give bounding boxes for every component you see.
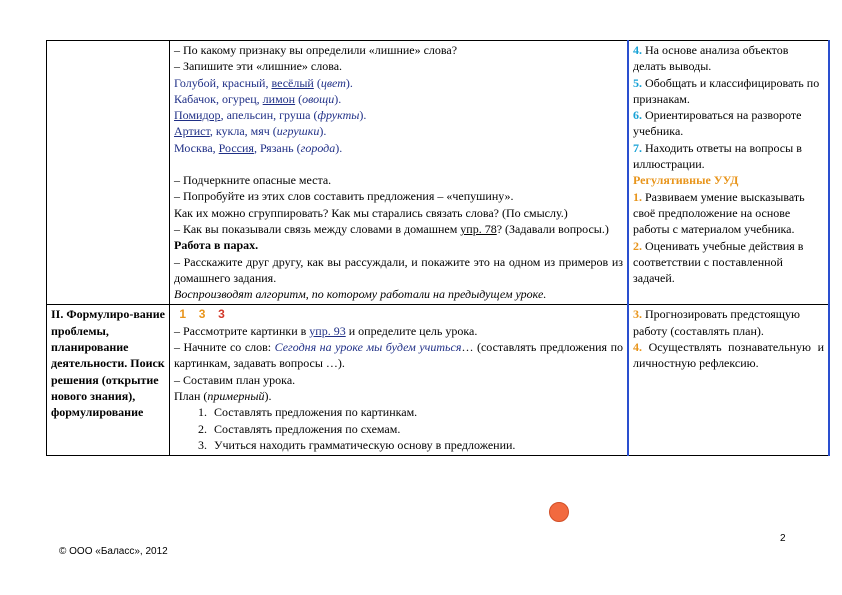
orange-dot-marker <box>549 502 569 522</box>
skill-item: 7. Находить ответы на вопросы в иллюстрации. <box>633 140 802 172</box>
instruction-text: – Рассмотрите картинки в упр. 93 и определите цель урока. <box>174 323 478 338</box>
student-action-text: Воспроизводят алгоритм, по которому работали на предыдущем уроке. <box>174 287 547 302</box>
instruction-text: – Составим план урока. <box>174 372 296 387</box>
word-group-fruits: Помидор, апельсин, груша (фрукты). <box>174 108 367 123</box>
spacer <box>174 156 623 172</box>
table-row <box>47 41 830 305</box>
list-item: 1. Составлять предложения по картинкам. <box>210 404 623 420</box>
instruction-text: – Запишите эти «лишние» слова. <box>174 59 343 74</box>
page-number: 2 <box>780 533 786 544</box>
stage-cell-empty <box>47 41 170 305</box>
regulatory-heading: Регулятивные УУД <box>633 173 739 188</box>
skill-item: 2. Оценивать учебные действия в соответствии с поставленной задачей. <box>633 238 804 286</box>
word-group-vegetables: Кабачок, огурец, лимон (овощи). <box>174 91 342 106</box>
activity-cell <box>170 305 629 456</box>
list-item: 3. Учиться находить грамматическую основу в предложении. <box>210 437 623 453</box>
skill-item: 3. Прогнозировать предстоящую работу (составлять план). <box>633 307 801 338</box>
skill-item: 6. Ориентироваться на развороте учебника. <box>633 108 802 139</box>
copyright-footer: © ООО «Баласс», 2012 <box>59 546 168 557</box>
skill-item: 4. На основе анализа объектов делать выводы. <box>633 43 789 74</box>
table-row <box>47 305 830 456</box>
stage-cell: II. Формулиро-вание проблемы, планирование деятельности. Поиск решения (открытие нового знания), формулирование <box>47 305 170 456</box>
skills-cell <box>628 41 829 305</box>
question-text: – Как вы показывали связь между словами в домашнем упр. 78? (Задавали вопросы.) <box>174 221 609 236</box>
skill-item: 4. Осуществлять познавательную и личностную рефлексию. <box>633 340 824 371</box>
skill-item: 1. Развиваем умение высказывать своё предположение на основе работы с материалом учебника. <box>633 189 805 237</box>
question-text: Как их можно сгруппировать? Как мы старались связать слова? (По смыслу.) <box>174 205 568 220</box>
instruction-text: – Подчеркните опасные места. <box>174 173 332 188</box>
plan-list <box>174 404 623 453</box>
activity-cell <box>170 41 629 305</box>
word-group-toys: Артист, кукла, мяч (игрушки). <box>174 124 327 139</box>
instruction-text: – Начните со слов: Сегодня на уроке мы будем учиться… (составлять предложения по картинкам, задавать вопросы …). <box>174 340 623 371</box>
stage-numbers: 1 3 3 <box>179 307 227 322</box>
pair-work-heading: Работа в парах. <box>174 238 259 253</box>
word-group-cities: Москва, Россия, Рязань (города). <box>174 140 343 155</box>
lesson-table <box>46 40 830 456</box>
instruction-text: – Расскажите друг другу, как вы рассуждали, и покажите это на одном из примеров из домашнего задания. <box>174 254 623 285</box>
skill-item: 5. Обобщать и классифицировать по признакам. <box>633 75 820 106</box>
list-item: 2. Составлять предложения по схемам. <box>210 421 623 437</box>
word-group-colors: Голубой, красный, весёлый (цвет). <box>174 75 353 90</box>
skills-cell <box>628 305 829 456</box>
question-text: – По какому признаку вы определили «лишние» слова? <box>174 43 458 57</box>
instruction-text: – Попробуйте из этих слов составить предложения – «чепушину». <box>174 189 514 204</box>
plan-heading: План (примерный). <box>174 388 272 403</box>
